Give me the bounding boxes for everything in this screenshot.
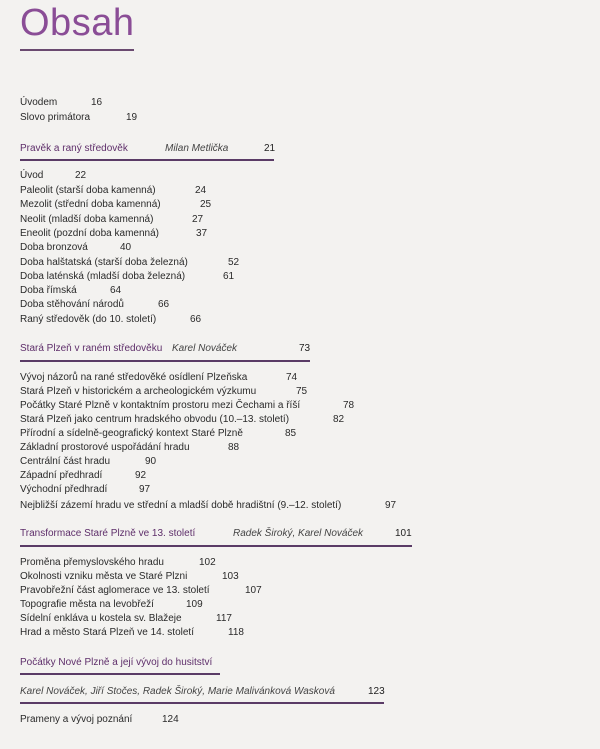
toc-entry-label: Západní předhradí [20, 470, 103, 481]
toc-entry [20, 483, 151, 496]
section-rule [20, 360, 310, 362]
toc-entry [20, 499, 397, 512]
toc-entry-page: 88 [228, 442, 240, 453]
toc-entry-label: Raný středověk (do 10. století) [20, 314, 157, 325]
section-author: Milan Metlička [165, 143, 229, 154]
toc-entry-page: 97 [139, 484, 151, 495]
toc-entry [20, 570, 239, 583]
toc-entry [20, 256, 240, 269]
section-title: Stará Plzeň v raném středověku [20, 343, 163, 354]
toc-entry-label: Sídelní enkláva u kostela sv. Blažeje [20, 613, 182, 624]
section-rule [20, 545, 412, 547]
toc-entry-label: Základní prostorové uspořádání hradu [20, 442, 190, 453]
toc-entry-label: Okolnosti vzniku města ve Staré Plzni [20, 571, 188, 582]
toc-entry-label: Paleolit (starší doba kamenná) [20, 185, 156, 196]
toc-entry-page: 118 [228, 627, 244, 638]
toc-entry-label: Doba římská [20, 285, 77, 296]
section-page: 73 [299, 343, 311, 354]
section-rule [20, 673, 220, 675]
toc-entry-label: Úvodem [20, 97, 58, 108]
toc-entry [20, 270, 235, 283]
toc-entry [20, 371, 298, 384]
toc-entry-page: 52 [228, 257, 240, 268]
toc-entry-label: Eneolit (pozdní doba kamenná) [20, 228, 159, 239]
toc-entry [20, 241, 132, 254]
toc-entry [20, 626, 244, 639]
toc-entry-label: Centrální část hradu [20, 456, 111, 467]
toc-entry [20, 385, 308, 398]
toc-entry-page: 25 [200, 199, 212, 210]
section-page: 101 [395, 528, 412, 539]
toc-entry-page: 107 [245, 585, 262, 596]
section-title: Pravěk a raný středověk [20, 143, 128, 154]
toc-entry-page: 40 [120, 242, 132, 253]
toc-entry [20, 427, 297, 440]
toc-entry [20, 227, 208, 240]
toc-entry-page: 24 [195, 185, 207, 196]
toc-entry [20, 556, 216, 569]
section-page: 123 [368, 686, 385, 697]
toc-entry-page: 64 [110, 285, 122, 296]
section-heading [20, 342, 311, 355]
toc-entry-page: 16 [91, 97, 103, 108]
toc-entry-page: 103 [222, 571, 239, 582]
toc-entry-page: 78 [343, 400, 355, 411]
toc-entry-label: Mezolit (střední doba kamenná) [20, 199, 161, 210]
toc-entry-page: 102 [199, 557, 216, 568]
toc-entry-page: 19 [126, 112, 138, 123]
toc-entry-page: 85 [285, 428, 297, 439]
toc-entry-label: Prameny a vývoj poznání [20, 714, 133, 725]
section-rule [20, 702, 384, 704]
title-underline [20, 49, 134, 51]
section-rule [20, 159, 274, 161]
toc-entry [20, 399, 355, 412]
toc-entry-label: Hrad a město Stará Plzeň ve 14. století [20, 627, 194, 638]
toc-entry [20, 198, 212, 211]
toc-entry [20, 213, 204, 226]
toc-entry [20, 111, 138, 124]
toc-entry-label: Doba bronzová [20, 242, 88, 253]
toc-entry [20, 469, 147, 482]
section-title: Transformace Staré Plzně ve 13. století [20, 528, 196, 539]
toc-entry [20, 598, 203, 611]
toc-entry-page: 66 [190, 314, 202, 325]
toc-entry [20, 612, 232, 625]
toc-entry [20, 96, 103, 109]
toc-entry [20, 284, 122, 297]
toc-entry-label: Počátky Staré Plzně v kontaktním prostoru mezi Čechami a říší [20, 400, 301, 411]
toc-entry-page: 117 [216, 613, 232, 624]
toc-entry [20, 184, 207, 197]
toc-entry-page: 66 [158, 299, 170, 310]
toc-entry-label: Doba laténská (mladší doba železná) [20, 271, 186, 282]
toc-entry [20, 169, 87, 182]
toc-entry [20, 455, 157, 468]
toc-entry-label: Topografie města na levobřeží [20, 599, 154, 610]
toc-entry-label: Přírodní a sídelně-geografický kontext Staré Plzně [20, 428, 243, 439]
toc-entry [20, 584, 262, 597]
section-page: 21 [264, 143, 276, 154]
toc-entry-label: Úvod [20, 170, 44, 181]
toc-entry-page: 74 [286, 372, 298, 383]
toc-entry-page: 97 [385, 500, 397, 511]
toc-entry-page: 27 [192, 214, 204, 225]
toc-entry [20, 298, 170, 311]
toc-entry-page: 22 [75, 170, 87, 181]
toc-entry [20, 441, 240, 454]
toc-entry-page: 109 [186, 599, 203, 610]
toc-entry-page: 92 [135, 470, 147, 481]
toc-entry-page: 75 [296, 386, 308, 397]
toc-entry-label: Stará Plzeň jako centrum hradského obvodu (10.–13. století) [20, 414, 290, 425]
toc-entry-label: Východní předhradí [20, 484, 108, 495]
toc-entry-label: Doba halštatská (starší doba železná) [20, 257, 188, 268]
section-author: Radek Široký, Karel Nováček [233, 528, 364, 539]
toc-entry-page: 37 [196, 228, 208, 239]
toc-entry-label: Pravobřežní část aglomerace ve 13. století [20, 585, 210, 596]
toc-entry-label: Proměna přemyslovského hradu [20, 557, 164, 568]
section-heading [20, 142, 276, 155]
toc-entry [20, 413, 345, 426]
section-heading [20, 656, 212, 669]
toc-entry-label: Slovo primátora [20, 112, 91, 123]
toc-entry-label: Nejbližší zázemí hradu ve střední a mladší době hradištní (9.–12. století) [20, 500, 342, 511]
toc-entry-page: 61 [223, 271, 235, 282]
section-author: Karel Nováček, Jiří Stočes, Radek Široký, Marie Malivánková Wasková [20, 686, 335, 697]
toc-entry-label: Vývoj názorů na rané středověké osídlení Plzeňska [20, 372, 248, 383]
toc-entry-label: Doba stěhování národů [20, 299, 124, 310]
toc-entry-label: Neolit (mladší doba kamenná) [20, 214, 154, 225]
section-heading [20, 527, 412, 540]
toc-entry-page: 90 [145, 456, 157, 467]
toc-entry-page: 82 [333, 414, 345, 425]
toc-entry-page: 124 [162, 714, 179, 725]
page-title: Obsah [20, 2, 135, 44]
toc-entry-label: Stará Plzeň v historickém a archeologickém výzkumu [20, 386, 257, 397]
toc-entry [20, 313, 202, 326]
section-title: Počátky Nové Plzně a její vývoj do husitství [20, 657, 213, 668]
toc-entry [20, 713, 179, 726]
section-author: Karel Nováček [172, 343, 238, 354]
